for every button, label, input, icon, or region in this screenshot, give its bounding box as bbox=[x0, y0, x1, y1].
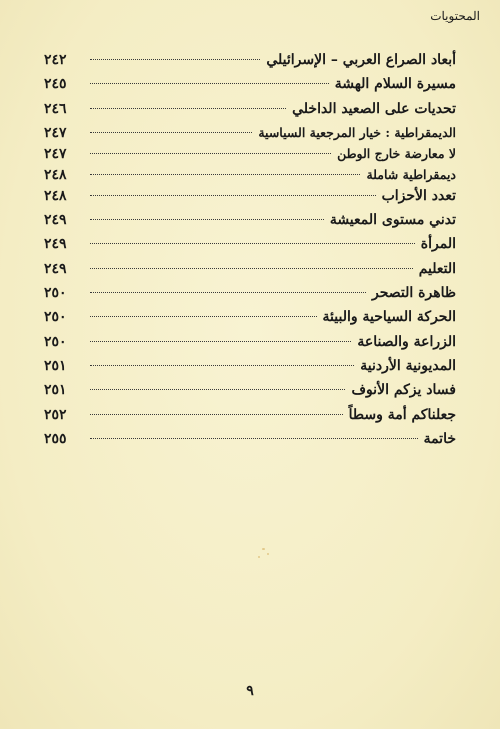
table-of-contents bbox=[44, 52, 456, 455]
toc-entry-page: ٢٤٢ bbox=[44, 52, 67, 68]
dot-leader bbox=[90, 292, 366, 293]
toc-entry bbox=[44, 334, 456, 358]
toc-entry bbox=[44, 188, 456, 212]
toc-entry-page: ٢٤٧ bbox=[44, 124, 67, 141]
toc-entry-title: الزراعة والصناعة bbox=[357, 333, 456, 350]
toc-entry-title: خاتمة bbox=[423, 430, 456, 447]
toc-entry bbox=[44, 52, 456, 76]
toc-entry-title: التعليم bbox=[418, 260, 456, 277]
toc-entry-title: المرأة bbox=[420, 236, 456, 253]
toc-entry-title: الحركة السياحية والبيئة bbox=[322, 309, 456, 326]
dot-leader bbox=[90, 243, 415, 244]
toc-entry-title: لا معارضة خارج الوطن bbox=[337, 145, 456, 161]
dot-leader bbox=[90, 195, 376, 196]
dot-leader bbox=[90, 316, 317, 317]
toc-entry bbox=[44, 76, 456, 100]
toc-entry-page: ٢٤٧ bbox=[44, 145, 67, 162]
toc-entry-page: ٢٤٩ bbox=[44, 236, 67, 253]
toc-entry bbox=[44, 431, 456, 455]
toc-entry-page: ٢٤٩ bbox=[44, 212, 67, 229]
dot-leader bbox=[90, 174, 360, 175]
dot-leader bbox=[90, 389, 345, 390]
page-number: ٩ bbox=[246, 683, 254, 699]
running-head: المحتويات bbox=[430, 9, 480, 23]
toc-entry-page: ٢٤٥ bbox=[44, 76, 67, 93]
toc-entry-page: ٢٤٨ bbox=[44, 187, 67, 204]
toc-entry-page: ٢٥٠ bbox=[44, 333, 67, 350]
toc-entry-page: ٢٥٥ bbox=[44, 430, 67, 447]
toc-entry-page: ٢٤٨ bbox=[44, 166, 67, 183]
toc-entry bbox=[44, 261, 456, 285]
toc-entry-page: ٢٤٩ bbox=[44, 260, 67, 277]
toc-entry bbox=[44, 285, 456, 309]
toc-entry bbox=[44, 167, 456, 188]
toc-entry-title: تعدد الأحزاب bbox=[381, 187, 456, 204]
toc-entry-title: ديمقراطية شاملة bbox=[366, 166, 456, 182]
dot-leader bbox=[90, 219, 324, 220]
toc-entry-title: تحديات على الصعيد الداخلي bbox=[292, 100, 456, 117]
toc-entry bbox=[44, 407, 456, 431]
toc-entry bbox=[44, 309, 456, 333]
toc-entry-title: أبعاد الصراع العربي – الإسرائيلي bbox=[266, 52, 456, 68]
paper-speck bbox=[262, 548, 265, 550]
toc-entry-title: ظاهرة التصحر bbox=[371, 285, 456, 302]
toc-entry bbox=[44, 146, 456, 167]
toc-entry-title: المديونية الأردنية bbox=[360, 357, 456, 374]
dot-leader bbox=[90, 108, 286, 109]
dot-leader bbox=[90, 153, 331, 154]
toc-entry-page: ٢٥٢ bbox=[44, 406, 67, 423]
dot-leader bbox=[90, 268, 413, 269]
toc-entry-title: مسيرة السلام الهشة bbox=[334, 76, 456, 93]
toc-entry-page: ٢٥١ bbox=[44, 357, 67, 374]
toc-entry-page: ٢٥١ bbox=[44, 382, 67, 399]
toc-entry-title: الديمقراطية : خيار المرجعية السياسية bbox=[258, 124, 456, 140]
dot-leader bbox=[90, 438, 418, 439]
toc-entry bbox=[44, 125, 456, 146]
paper-speck bbox=[267, 553, 269, 555]
toc-entry-title: فساد يزكم الأنوف bbox=[351, 382, 456, 399]
toc-entry-title: جعلناكم أمة وسطاً bbox=[348, 406, 456, 423]
toc-entry bbox=[44, 382, 456, 406]
dot-leader bbox=[90, 341, 351, 342]
toc-entry bbox=[44, 101, 456, 125]
dot-leader bbox=[90, 83, 329, 84]
toc-entry-title: تدني مستوى المعيشة bbox=[329, 212, 456, 229]
dot-leader bbox=[90, 132, 252, 133]
toc-entry bbox=[44, 358, 456, 382]
paper-speck bbox=[258, 556, 260, 558]
toc-entry-page: ٢٥٠ bbox=[44, 309, 67, 326]
dot-leader bbox=[90, 59, 260, 60]
toc-entry-page: ٢٤٦ bbox=[44, 100, 67, 117]
toc-entry-page: ٢٥٠ bbox=[44, 285, 67, 302]
dot-leader bbox=[90, 414, 343, 415]
toc-entry bbox=[44, 212, 456, 236]
toc-entry bbox=[44, 236, 456, 260]
dot-leader bbox=[90, 365, 354, 366]
